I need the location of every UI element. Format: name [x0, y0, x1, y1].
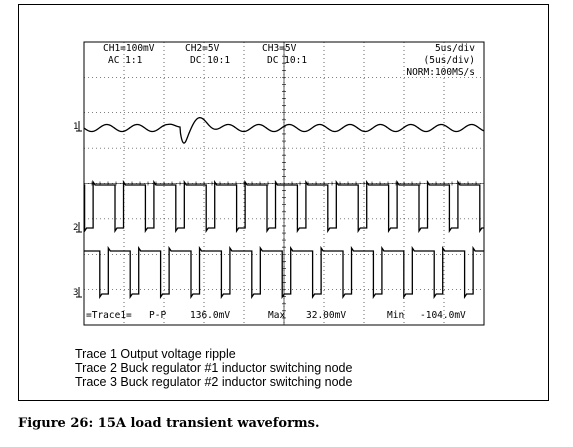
- measure-source: =Trace1=: [86, 310, 132, 321]
- ch3-coupling: DC 10:1: [267, 55, 308, 66]
- ch1-scale: CH1=100mV: [103, 43, 155, 54]
- measure-max-value: 32.00mV: [306, 310, 347, 321]
- ch1-marker-label: 1: [73, 122, 79, 132]
- timebase-sub: (5us/div): [423, 55, 475, 66]
- timebase: 5us/div: [434, 43, 475, 54]
- measure-pp-value: 136.0mV: [190, 310, 231, 321]
- ch3-scale: CH3=5V: [262, 43, 297, 54]
- measure-max-label: Max: [268, 310, 286, 321]
- measure-type: P-P: [149, 310, 167, 321]
- measure-min-value: -104.0mV: [420, 310, 466, 321]
- legend-trace-2: Trace 2 Buck regulator #1 inductor switching node: [75, 361, 353, 375]
- measure-min-label: Min: [387, 310, 405, 321]
- ch3-marker-label: 3: [73, 288, 79, 298]
- ch2-coupling: DC 10:1: [190, 55, 231, 66]
- legend-trace-3: Trace 3 Buck regulator #2 inductor switching node: [75, 375, 353, 389]
- ch2-scale: CH2=5V: [185, 43, 220, 54]
- trace-legend: [75, 347, 495, 389]
- figure-caption: Figure 26: 15A load transient waveforms.: [18, 416, 320, 431]
- legend-trace-1: Trace 1 Output voltage ripple: [75, 347, 236, 361]
- ch1-coupling: AC 1:1: [108, 55, 143, 66]
- ch2-marker-label: 2: [73, 223, 79, 233]
- graticule-grid: [84, 42, 484, 325]
- acquisition-mode: NORM:100MS/s: [406, 67, 475, 78]
- graticule-center-axes: [84, 42, 484, 325]
